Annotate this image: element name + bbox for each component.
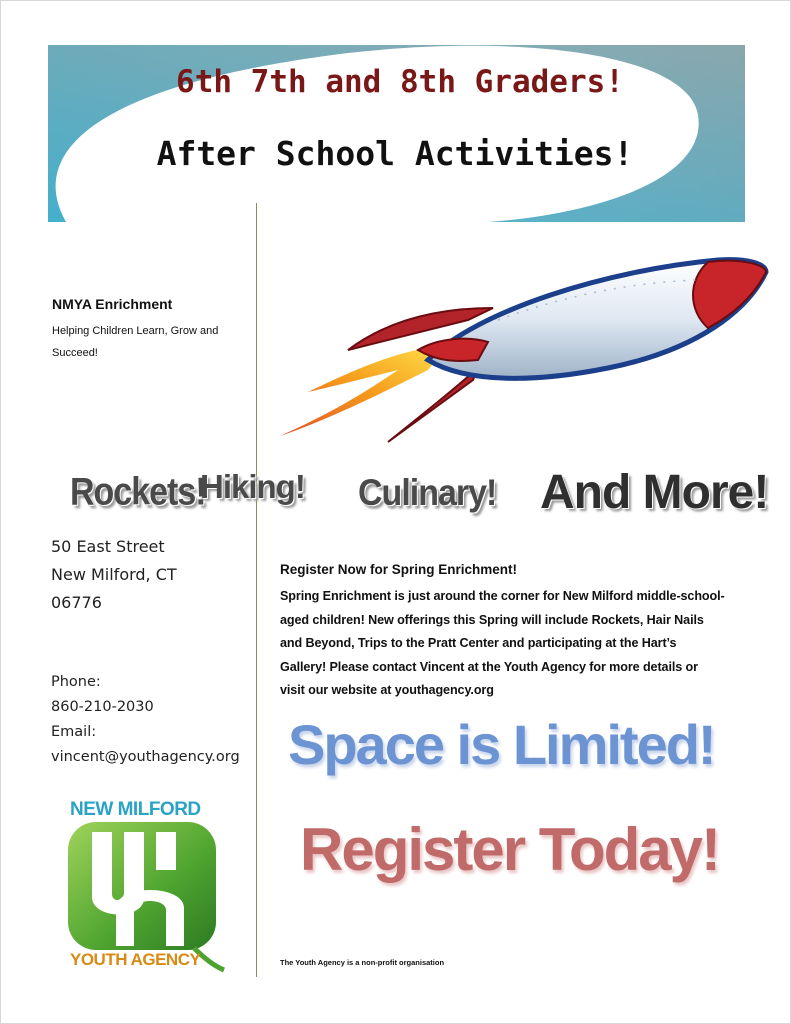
email-address: vincent@youthagency.org [51, 749, 240, 765]
logo-top-text: NEW MILFORD [70, 799, 201, 820]
address-street: 50 East Street [51, 537, 165, 556]
contact-block [51, 670, 240, 770]
activity-and-more: And More! [540, 466, 769, 519]
phone-label: Phone: [51, 674, 101, 690]
logo-bottom-text: YOUTH AGENCY [70, 950, 201, 969]
activity-culinary: Culinary! [358, 472, 497, 514]
address-block [51, 533, 177, 617]
rocket-illustration [278, 250, 770, 454]
footer-note: The Youth Agency is a non-profit organisation [280, 958, 445, 967]
headline-activities: After School Activities! [156, 134, 634, 173]
org-name: NMYA Enrichment [52, 296, 173, 312]
activity-rockets: Rockets! [70, 470, 206, 514]
org-tagline: Helping Children Learn, Grow and Succeed! [52, 325, 219, 359]
rocket-icon [278, 250, 770, 450]
address-zip: 06776 [51, 593, 102, 612]
address-city: New Milford, CT [51, 565, 177, 584]
space-limited-callout: Space is Limited! [288, 713, 715, 776]
activity-hiking: Hiking! [200, 468, 305, 505]
headline-grades: 6th 7th and 8th Graders! [176, 64, 624, 100]
register-today-callout: Register Today! [300, 816, 719, 883]
phone-number: 860-210-2030 [51, 699, 154, 715]
register-heading: Register Now for Spring Enrichment! [280, 562, 518, 577]
register-body: Spring Enrichment is just around the corner for New Milford middle-school-aged children! New offerings this Spring will include Rockets, Hair Nails and Beyond, Trips to the Pratt Center and participating at the Hart’s Gallery! Please contact Vincent at the Youth Agency for more details or visit our website at youthagency.org [280, 589, 725, 697]
email-label: Email: [51, 724, 97, 740]
column-divider [256, 203, 257, 977]
